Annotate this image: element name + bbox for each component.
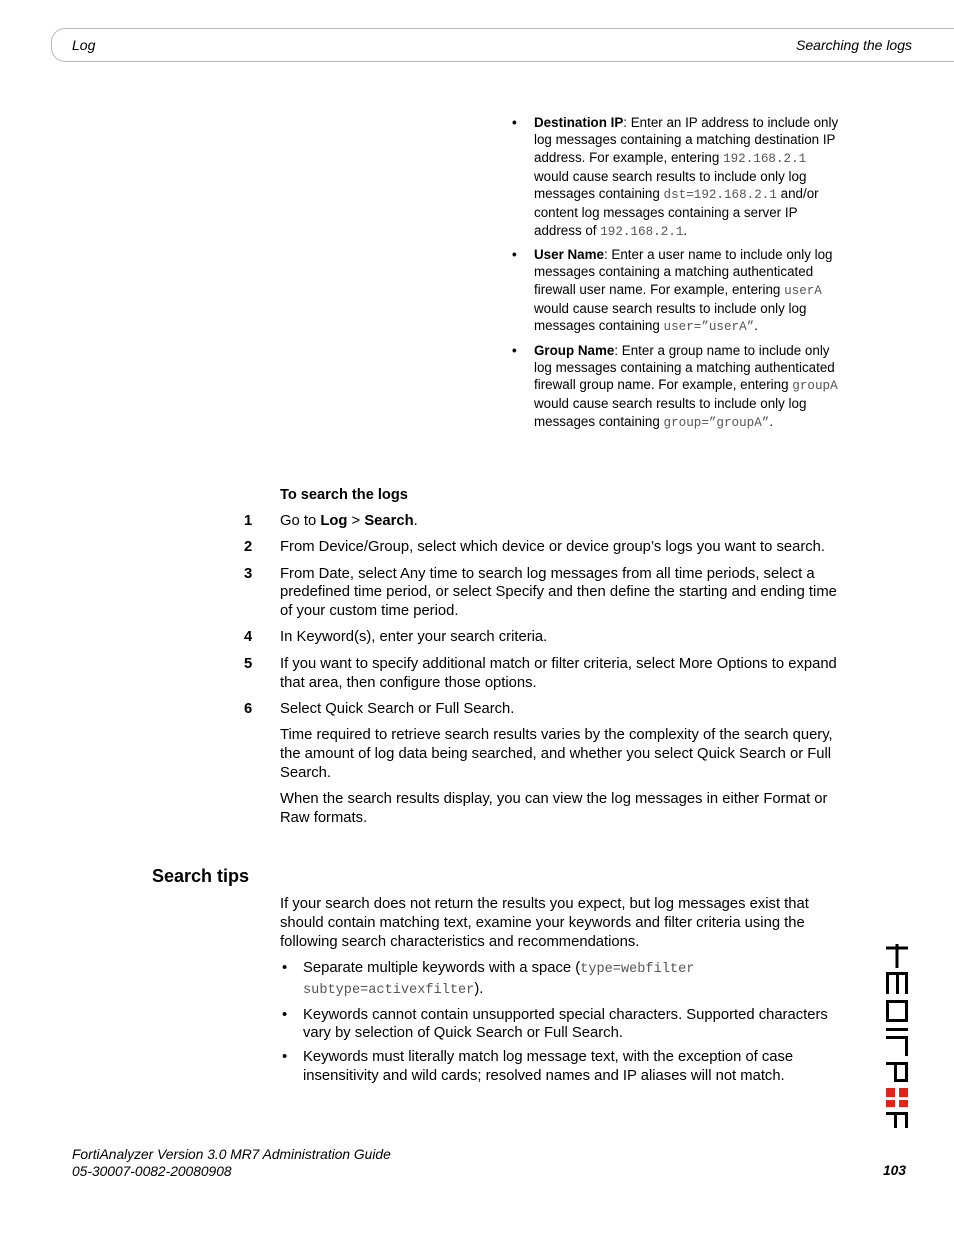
code-sample: group=”groupA”: [663, 415, 770, 430]
procedure-title: To search the logs: [280, 487, 408, 503]
footer-title: FortiAnalyzer Version 3.0 MR7 Administration Guide: [72, 1147, 391, 1162]
search-field-list: [510, 114, 840, 437]
code-sample: groupA: [792, 379, 838, 394]
tips-list: [280, 959, 840, 1091]
tip-item: • Keywords cannot contain unsupported special characters. Supported characters vary by selection of Quick Search or Full Search.: [282, 1006, 828, 1042]
step-number: 6: [244, 700, 253, 717]
code-sample: user=”userA”: [663, 320, 755, 335]
step-text: If you want to specify additional match or filter criteria, select More Options to expand that area, then configure those options.: [280, 655, 837, 691]
field-term: Destination IP: [534, 115, 624, 130]
field-item: • Group Name: Enter a group name to include only log messages containing a matching authenticated firewall group name. For example, entering groupA would cause search results to include only log messages containing group=”groupA”.: [512, 342, 838, 430]
step-text: Select Quick Search or Full Search.: [280, 700, 515, 717]
procedure-steps: [244, 512, 844, 835]
code-sample: 192.168.2.1: [723, 151, 807, 166]
tip-item: • Keywords must literally match log message text, with the exception of case insensitivity and wild cards; resolved names and IP aliases will not match.: [282, 1049, 794, 1084]
field-term: Group Name: [534, 342, 615, 358]
step-text: In Keyword(s), enter your search criteria.: [280, 629, 548, 646]
fortinet-logo: [882, 942, 912, 1130]
step-3: [244, 565, 844, 621]
step-text: From Date, select Any time to search log messages from all time periods, select a predefined time period, or select Specify and then define the starting and ending time of your custom time period.: [280, 565, 837, 620]
header-chapter: Log: [72, 37, 96, 53]
step-6: [244, 700, 844, 719]
footer-doc-info: [72, 1146, 391, 1180]
field-item: • User Name: Enter a user name to include only log messages containing a matching authenticated firewall user name. For example, entering userA would cause search results to include only log messages containing user=”userA”.: [512, 247, 833, 335]
code-sample: userA: [784, 283, 822, 298]
code-sample: 192.168.2.1: [600, 224, 684, 239]
step-note: When the search results display, you can view the log messages in either Format or Raw formats.: [280, 791, 828, 826]
step-2: [244, 538, 844, 557]
step-number: 4: [244, 629, 253, 646]
step-5: [244, 655, 844, 693]
page-number: 103: [882, 1163, 906, 1178]
header-section: Searching the logs: [796, 37, 912, 53]
footer-doc-number: 05-30007-0082-20080908: [72, 1164, 232, 1179]
step-number: 2: [244, 539, 253, 556]
step-4: [244, 628, 844, 647]
menu-search: Search: [364, 513, 414, 529]
step-number: 5: [244, 655, 253, 672]
step-note: Time required to retrieve search results varies by the complexity of the search query, the amount of log data being searched, and whether you select Quick Search or Full Search.: [280, 727, 833, 781]
step-text: From Device/Group, select which device or device group’s logs you want to search.: [280, 539, 825, 556]
section-intro: If your search does not return the results you expect, but log messages exist that should contain matching text, examine your keywords and filter criteria using the following search characteristics and recommendations.: [280, 896, 809, 950]
tip-item: • Separate multiple keywords with a space (type=webfilter subtype=activexfilter).: [282, 960, 695, 998]
section-heading: Search tips: [152, 866, 250, 886]
field-term: User Name: [534, 247, 604, 263]
code-sample: type=webfilter subtype=activexfilter: [303, 962, 695, 998]
menu-log: Log: [320, 513, 348, 529]
field-item: • Destination IP: Enter an IP address to include only log messages containing a matching destination IP address. For example, entering 192.168.2.1 would cause search results to include only log messages containing dst=192.168.2.1 and/or content log messages containing a server IP address of 192.168.2.1.: [512, 115, 839, 239]
step-1: 1 Go to Log > Search.: [244, 513, 418, 529]
step-number: 1: [244, 513, 253, 529]
step-number: 3: [244, 565, 253, 582]
code-sample: dst=192.168.2.1: [663, 188, 777, 203]
